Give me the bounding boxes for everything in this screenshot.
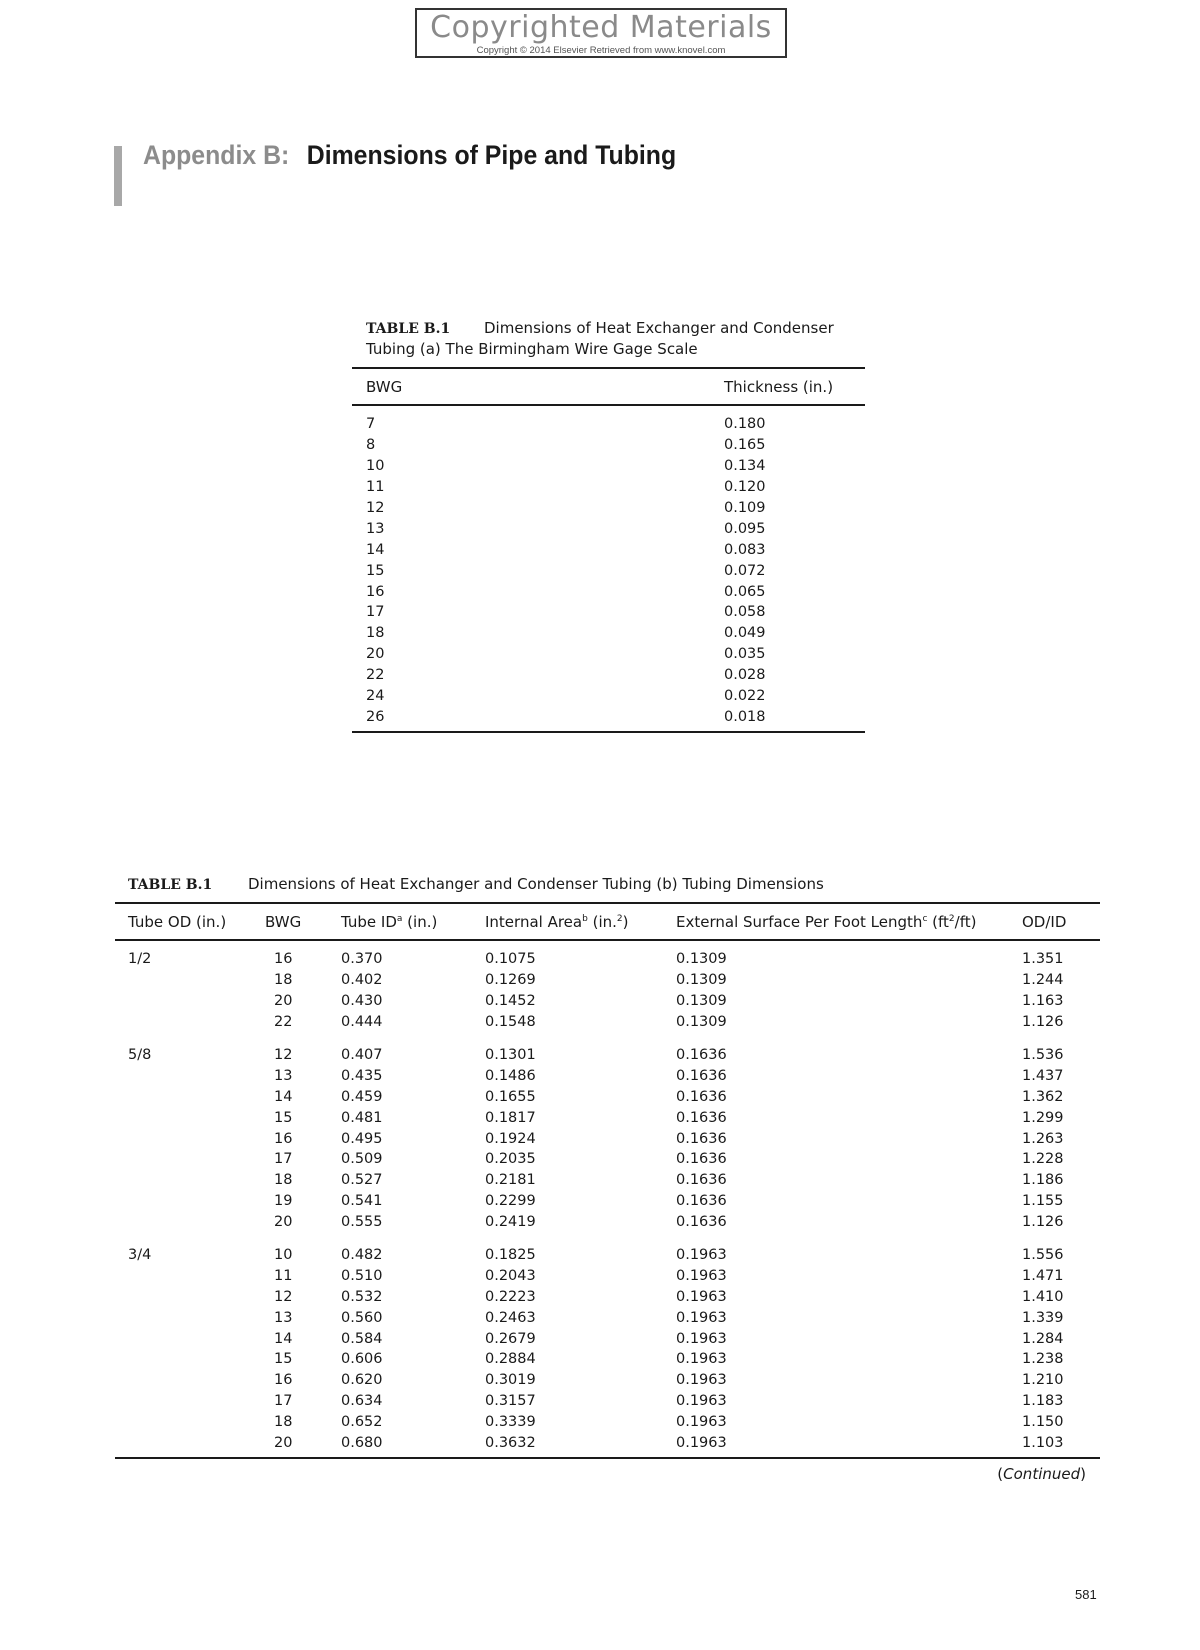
- internal-area-cell: 0.1548: [485, 1014, 536, 1031]
- tube-id-footnote: a: [396, 913, 403, 924]
- area-footnote: b: [582, 913, 588, 924]
- bwg-cell: 12: [366, 500, 385, 516]
- tube-id-cell: 0.634: [341, 1393, 383, 1410]
- table-row: [115, 1265, 1100, 1286]
- table-row: [352, 414, 865, 435]
- bwg-cell: 17: [274, 1151, 293, 1168]
- bwg-cell: 10: [366, 458, 385, 475]
- table-b-body: [115, 941, 1100, 1457]
- external-surface-cell: 0.1963: [676, 1309, 727, 1326]
- thickness-cell: 0.134: [724, 458, 766, 475]
- thickness-cell: 0.058: [724, 604, 766, 621]
- tube-id-cell: 0.495: [341, 1130, 383, 1147]
- thickness-cell: 0.035: [724, 646, 766, 663]
- table-row: [352, 686, 865, 707]
- od-id-cell: 1.284: [1022, 1330, 1064, 1347]
- internal-area-cell: 0.3157: [485, 1393, 536, 1410]
- tube-od-group: [115, 1045, 1100, 1233]
- table-row: [352, 644, 865, 665]
- tube-id-cell: 0.482: [341, 1247, 383, 1264]
- table-row: [352, 623, 865, 644]
- od-id-cell: 1.186: [1022, 1172, 1064, 1189]
- tube-id-cell: 0.532: [341, 1288, 383, 1305]
- thickness-cell: 0.165: [724, 437, 766, 454]
- tube-id-cell: 0.509: [341, 1151, 383, 1168]
- area-unit-sup: 2: [616, 913, 623, 924]
- od-id-cell: 1.183: [1022, 1393, 1064, 1410]
- od-id-cell: 1.228: [1022, 1151, 1064, 1168]
- ext-unit-open: (ft: [927, 912, 949, 931]
- od-id-cell: 1.410: [1022, 1288, 1064, 1305]
- table-b-bottom-rule: [115, 1457, 1100, 1459]
- tube-id-cell: 0.560: [341, 1309, 383, 1326]
- table-b-header-row: [115, 904, 1100, 939]
- table-row: [352, 518, 865, 539]
- bwg-cell: 14: [366, 541, 385, 558]
- table-row: [115, 1170, 1100, 1191]
- page-number: 581: [1075, 1587, 1097, 1602]
- table-bwg-scale: [352, 318, 865, 733]
- ext-label: External Surface Per Foot Length: [676, 912, 923, 931]
- od-id-cell: 1.299: [1022, 1109, 1064, 1126]
- internal-area-cell: 0.1269: [485, 972, 536, 989]
- bwg-cell: 15: [274, 1109, 293, 1126]
- tube-id-cell: 0.680: [341, 1435, 383, 1452]
- table-row: [115, 949, 1100, 970]
- internal-area-cell: 0.2299: [485, 1193, 536, 1210]
- bwg-cell: 20: [274, 1214, 293, 1231]
- external-surface-cell: 0.1963: [676, 1435, 727, 1452]
- tube-id-cell: 0.430: [341, 993, 383, 1010]
- continued-note: (Continued): [997, 1465, 1086, 1484]
- external-surface-cell: 0.1636: [676, 1088, 727, 1105]
- internal-area-cell: 0.2223: [485, 1288, 536, 1305]
- table-a-caption-number: TABLE B.1: [366, 321, 451, 337]
- table-b-header-tube-od: Tube OD (in.): [128, 912, 227, 931]
- table-b-header-internal-area: [485, 913, 676, 931]
- bwg-cell: 26: [366, 708, 385, 725]
- tube-id-cell: 0.527: [341, 1172, 383, 1189]
- external-surface-cell: 0.1963: [676, 1393, 727, 1410]
- table-row: [115, 1370, 1100, 1391]
- internal-area-cell: 0.1825: [485, 1247, 536, 1264]
- tube-id-cell: 0.435: [341, 1067, 383, 1084]
- od-id-cell: 1.150: [1022, 1414, 1064, 1431]
- tube-id-unit: (in.): [402, 912, 438, 931]
- internal-area-cell: 0.2463: [485, 1309, 536, 1326]
- bwg-cell: 22: [274, 1014, 293, 1031]
- bwg-cell: 13: [274, 1309, 293, 1326]
- table-row: [115, 1212, 1100, 1233]
- table-b-caption: [115, 874, 1100, 895]
- table-row: [115, 1307, 1100, 1328]
- table-row: [115, 1245, 1100, 1266]
- table-row: [115, 1191, 1100, 1212]
- bwg-cell: 18: [274, 972, 293, 989]
- tube-id-cell: 0.652: [341, 1414, 383, 1431]
- continued-text: Continued: [1003, 1465, 1081, 1484]
- bwg-cell: 17: [366, 604, 385, 621]
- table-row: [115, 1128, 1100, 1149]
- od-id-cell: 1.556: [1022, 1247, 1064, 1264]
- external-surface-cell: 0.1309: [676, 993, 727, 1010]
- table-row: [115, 1086, 1100, 1107]
- bwg-cell: 13: [366, 520, 385, 537]
- table-row: [352, 435, 865, 456]
- bwg-cell: 8: [366, 437, 376, 454]
- bwg-cell: 7: [366, 416, 376, 433]
- table-row: [352, 560, 865, 581]
- bwg-cell: 12: [274, 1288, 293, 1305]
- bwg-cell: 11: [366, 479, 385, 496]
- bwg-cell: 11: [274, 1267, 293, 1284]
- tube-id-cell: 0.555: [341, 1214, 383, 1231]
- internal-area-cell: 0.2043: [485, 1267, 536, 1284]
- internal-area-cell: 0.2181: [485, 1172, 536, 1189]
- internal-area-cell: 0.1301: [485, 1047, 536, 1063]
- table-a-caption: [352, 318, 865, 359]
- bwg-cell: 18: [366, 625, 385, 642]
- external-surface-cell: 0.1963: [676, 1372, 727, 1389]
- bwg-cell: 22: [366, 667, 385, 684]
- table-row: [352, 456, 865, 477]
- table-row: [115, 1328, 1100, 1349]
- thickness-cell: 0.072: [724, 562, 766, 579]
- table-a-body: [352, 406, 865, 731]
- bwg-cell: 18: [274, 1172, 293, 1189]
- external-surface-cell: 0.1636: [676, 1130, 727, 1147]
- table-b-caption-text: Dimensions of Heat Exchanger and Condenser Tubing (b) Tubing Dimensions: [248, 875, 824, 893]
- table-row: [115, 1045, 1100, 1066]
- external-surface-cell: 0.1309: [676, 1014, 727, 1031]
- area-unit-open: (in.: [587, 912, 617, 931]
- internal-area-cell: 0.2679: [485, 1330, 536, 1347]
- external-surface-cell: 0.1636: [676, 1172, 727, 1189]
- bwg-cell: 15: [366, 562, 385, 579]
- internal-area-cell: 0.2419: [485, 1214, 536, 1231]
- bwg-cell: 19: [274, 1193, 293, 1210]
- thickness-cell: 0.120: [724, 479, 766, 496]
- tube-id-cell: 0.444: [341, 1014, 383, 1031]
- external-surface-cell: 0.1636: [676, 1214, 727, 1231]
- od-id-cell: 1.238: [1022, 1351, 1064, 1368]
- tube-id-label: Tube ID: [341, 912, 397, 931]
- bwg-cell: 16: [366, 583, 385, 600]
- tube-id-cell: 0.541: [341, 1193, 383, 1210]
- internal-area-cell: 0.3339: [485, 1414, 536, 1431]
- od-id-cell: 1.163: [1022, 993, 1064, 1010]
- od-id-cell: 1.103: [1022, 1435, 1064, 1452]
- bwg-cell: 18: [274, 1414, 293, 1431]
- table-a-header-row: [352, 369, 865, 404]
- table-b-header-external-surface: [676, 913, 1022, 931]
- table-row: [115, 1149, 1100, 1170]
- thickness-cell: 0.028: [724, 667, 766, 684]
- bwg-cell: 10: [274, 1247, 293, 1264]
- external-surface-cell: 0.1636: [676, 1047, 727, 1063]
- thickness-cell: 0.083: [724, 541, 766, 558]
- bwg-cell: 14: [274, 1088, 293, 1105]
- external-surface-cell: 0.1636: [676, 1193, 727, 1210]
- external-surface-cell: 0.1963: [676, 1267, 727, 1284]
- bwg-cell: 15: [274, 1351, 293, 1368]
- tube-od-group: [115, 949, 1100, 1033]
- appendix-side-bar: [114, 146, 122, 206]
- tube-id-cell: 0.459: [341, 1088, 383, 1105]
- table-row: [115, 1349, 1100, 1370]
- od-id-cell: 1.471: [1022, 1267, 1064, 1284]
- tube-id-cell: 0.407: [341, 1047, 383, 1063]
- external-surface-cell: 0.1963: [676, 1351, 727, 1368]
- tube-id-cell: 0.620: [341, 1372, 383, 1389]
- ext-unit-sup: 2: [948, 913, 955, 924]
- bwg-cell: 16: [274, 1130, 293, 1147]
- table-row: [115, 1286, 1100, 1307]
- internal-area-cell: 0.1486: [485, 1067, 536, 1084]
- bwg-cell: 16: [274, 1372, 293, 1389]
- internal-area-cell: 0.1924: [485, 1130, 536, 1147]
- bwg-cell: 14: [274, 1330, 293, 1347]
- bwg-cell: 17: [274, 1393, 293, 1410]
- table-a-header-bwg: BWG: [366, 377, 403, 396]
- appendix-heading: [143, 140, 676, 171]
- watermark-subtitle: Copyright © 2014 Elsevier Retrieved from www.knovel.com: [476, 45, 726, 56]
- tube-od-cell: 3/4: [128, 1247, 152, 1264]
- table-row: [352, 581, 865, 602]
- thickness-cell: 0.180: [724, 416, 766, 433]
- bwg-cell: 20: [274, 1435, 293, 1452]
- internal-area-cell: 0.3019: [485, 1372, 536, 1389]
- table-row: [352, 539, 865, 560]
- table-row: [352, 706, 865, 727]
- bwg-cell: 13: [274, 1067, 293, 1084]
- od-id-cell: 1.244: [1022, 972, 1064, 989]
- external-surface-cell: 0.1636: [676, 1109, 727, 1126]
- od-id-cell: 1.362: [1022, 1088, 1064, 1105]
- thickness-cell: 0.065: [724, 583, 766, 600]
- tube-id-cell: 0.584: [341, 1330, 383, 1347]
- table-row: [115, 1433, 1100, 1454]
- table-b-caption-number: TABLE B.1: [128, 877, 213, 893]
- thickness-cell: 0.022: [724, 688, 766, 705]
- od-id-cell: 1.210: [1022, 1372, 1064, 1389]
- external-surface-cell: 0.1636: [676, 1067, 727, 1084]
- internal-area-cell: 0.1075: [485, 951, 536, 968]
- bwg-cell: 24: [366, 688, 385, 705]
- od-id-cell: 1.263: [1022, 1130, 1064, 1147]
- thickness-cell: 0.109: [724, 500, 766, 516]
- table-b-header-bwg: BWG: [265, 912, 302, 931]
- tube-id-cell: 0.402: [341, 972, 383, 989]
- appendix-title: Dimensions of Pipe and Tubing: [306, 140, 677, 170]
- table-row: [115, 991, 1100, 1012]
- table-row: [115, 1107, 1100, 1128]
- internal-area-cell: 0.1452: [485, 993, 536, 1010]
- od-id-cell: 1.339: [1022, 1309, 1064, 1326]
- tube-id-cell: 0.481: [341, 1109, 383, 1126]
- tube-od-cell: 5/8: [128, 1047, 152, 1063]
- internal-area-cell: 0.2884: [485, 1351, 536, 1368]
- table-row: [115, 970, 1100, 991]
- external-surface-cell: 0.1963: [676, 1247, 727, 1264]
- bwg-cell: 20: [366, 646, 385, 663]
- external-surface-cell: 0.1636: [676, 1151, 727, 1168]
- appendix-label: Appendix B:: [143, 140, 290, 170]
- tube-od-group: [115, 1245, 1100, 1454]
- external-surface-cell: 0.1309: [676, 972, 727, 989]
- external-surface-cell: 0.1309: [676, 951, 727, 968]
- table-a-header-thickness: Thickness (in.): [724, 377, 834, 396]
- od-id-cell: 1.126: [1022, 1014, 1064, 1031]
- bwg-cell: 16: [274, 951, 293, 968]
- od-id-cell: 1.126: [1022, 1214, 1064, 1231]
- tube-id-cell: 0.510: [341, 1267, 383, 1284]
- tube-id-cell: 0.370: [341, 951, 383, 968]
- od-id-cell: 1.155: [1022, 1193, 1064, 1210]
- external-surface-cell: 0.1963: [676, 1288, 727, 1305]
- table-b-header-tube-id: [341, 913, 485, 931]
- od-id-cell: 1.351: [1022, 951, 1064, 968]
- tube-id-cell: 0.606: [341, 1351, 383, 1368]
- table-row: [115, 1065, 1100, 1086]
- table-row: [352, 498, 865, 519]
- table-row: [115, 1412, 1100, 1433]
- internal-area-cell: 0.3632: [485, 1435, 536, 1452]
- table-row: [115, 1391, 1100, 1412]
- bwg-cell: 12: [274, 1047, 293, 1063]
- od-id-cell: 1.437: [1022, 1067, 1064, 1084]
- table-row: [352, 665, 865, 686]
- external-surface-cell: 0.1963: [676, 1414, 727, 1431]
- internal-area-cell: 0.1655: [485, 1088, 536, 1105]
- table-a-bottom-rule: [352, 731, 865, 733]
- internal-area-cell: 0.1817: [485, 1109, 536, 1126]
- table-row: [352, 477, 865, 498]
- bwg-cell: 20: [274, 993, 293, 1010]
- copyright-watermark: [415, 8, 787, 58]
- thickness-cell: 0.018: [724, 708, 766, 725]
- area-label: Internal Area: [485, 912, 583, 931]
- watermark-title: Copyrighted Materials: [430, 10, 772, 45]
- table-a-caption-text: Dimensions of Heat Exchanger and Condenser Tubing (a) The Birmingham Wire Gage Scale: [366, 319, 834, 358]
- tube-od-cell: 1/2: [128, 951, 152, 968]
- external-surface-cell: 0.1963: [676, 1330, 727, 1347]
- table-tubing-dimensions: [115, 874, 1100, 1483]
- internal-area-cell: 0.2035: [485, 1151, 536, 1168]
- thickness-cell: 0.049: [724, 625, 766, 642]
- table-b-header-od-id: OD/ID: [1022, 912, 1067, 931]
- thickness-cell: 0.095: [724, 520, 766, 537]
- ext-unit-close: /ft): [954, 912, 977, 931]
- od-id-cell: 1.536: [1022, 1047, 1064, 1063]
- table-row: [352, 602, 865, 623]
- ext-footnote: c: [922, 913, 928, 924]
- area-unit-close: ): [622, 912, 629, 931]
- table-row: [115, 1012, 1100, 1033]
